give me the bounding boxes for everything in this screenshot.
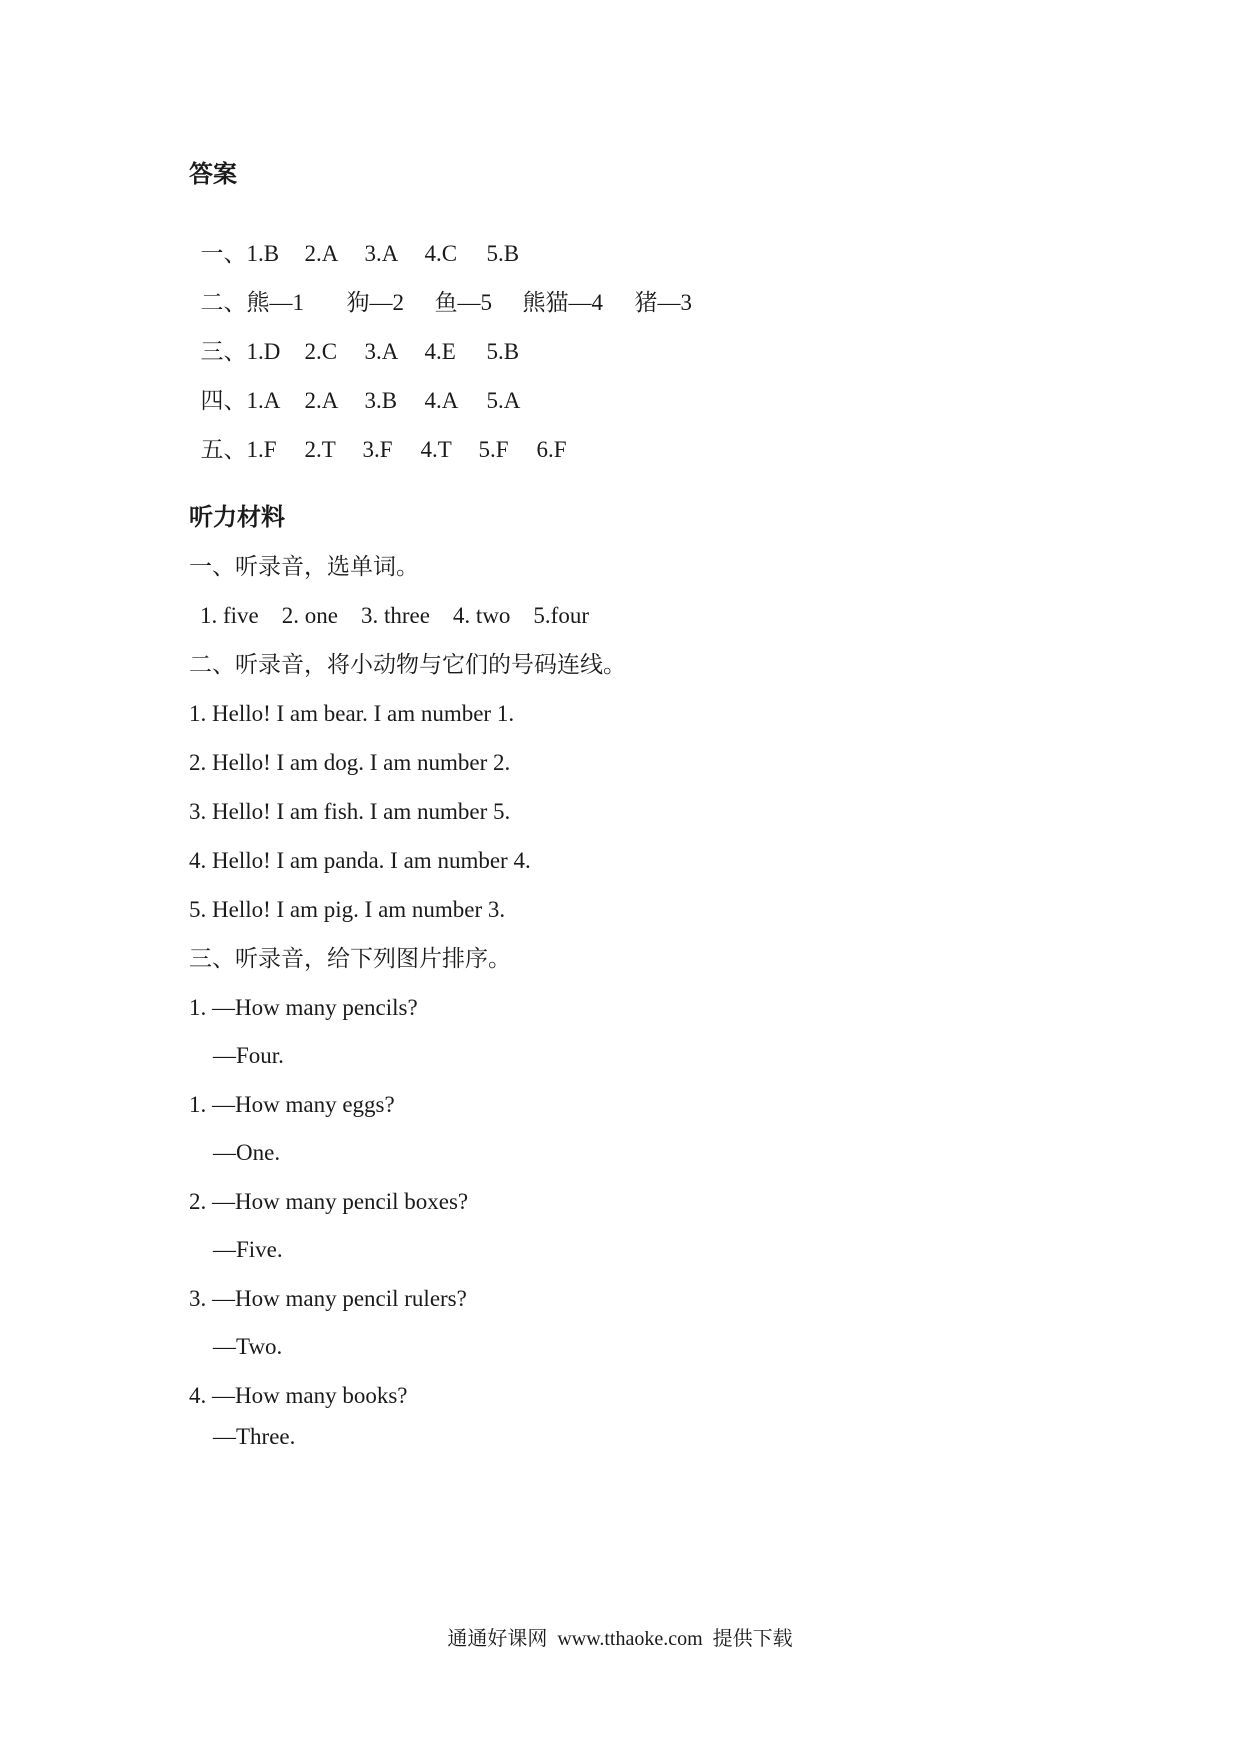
answer-item: 6.F [536,437,567,462]
answer-item: 2.A [304,388,339,413]
part1-words: 1. five 2. one 3. three 4. two 5.four [200,603,590,628]
dialog-question: 1. —How many pencils? [189,995,418,1020]
part1-instruction: 一、听录音，选单词。 [189,554,419,579]
dialog-question: 3. —How many pencil rulers? [189,1286,467,1311]
answer-item: 1.D [246,339,281,364]
dialog-question: 4. —How many books? [189,1383,408,1408]
dialog-answer: —One. [213,1140,281,1165]
answer-item: 熊—1 [246,290,304,315]
answer-prefix: 一、 [200,241,247,266]
answer-item: 4.A [424,388,459,413]
dialog-answer: —Four. [213,1043,284,1068]
answer-item: 3.A [364,339,399,364]
answer-item: 3.F [362,437,393,462]
answer-item: 熊猫—4 [522,290,603,315]
page-footer: 通通好课网 www.tthaoke.com 提供下载 [447,1628,793,1650]
dialog-answer: —Five. [213,1237,283,1262]
answer-item: 2.A [304,241,339,266]
answer-item: 3.B [364,388,398,413]
part2-line: 1. Hello! I am bear. I am number 1. [189,701,515,726]
part2-line: 2. Hello! I am dog. I am number 2. [189,750,511,775]
dialog-answer: —Two. [213,1334,283,1359]
answers-title: 答案 [189,162,237,188]
answer-item: 4.C [424,241,458,266]
answer-item: 狗—2 [346,290,404,315]
dialog-question: 2. —How many pencil boxes? [189,1189,469,1214]
part2-line: 4. Hello! I am panda. I am number 4. [189,848,531,873]
answer-item: 鱼—5 [434,290,492,315]
answer-item: 5.F [478,437,509,462]
answer-item: 1.A [246,388,281,413]
dialog-question: 1. —How many eggs? [189,1092,395,1117]
answer-item: 4.E [424,339,456,364]
listening-title: 听力材料 [189,505,285,531]
answer-item: 2.C [304,339,338,364]
part3-instruction: 三、听录音，给下列图片排序。 [189,946,511,971]
answer-line-5 [189,405,567,465]
answer-prefix: 五、 [200,437,247,462]
answer-item: 4.T [420,437,452,462]
answer-item: 5.A [486,388,521,413]
answer-item: 1.F [246,437,277,462]
answer-item: 3.A [364,241,399,266]
answer-prefix: 三、 [200,339,247,364]
part2-instruction: 二、听录音，将小动物与它们的号码连线。 [189,652,626,677]
part2-line: 5. Hello! I am pig. I am number 3. [189,897,506,922]
dialog-answer: —Three. [213,1424,296,1449]
answer-item: 1.B [246,241,280,266]
answer-prefix: 四、 [200,388,247,413]
answer-prefix: 二、 [200,290,247,315]
answer-item: 猪—3 [634,290,692,315]
answer-item: 5.B [486,241,520,266]
answer-item: 2.T [304,437,336,462]
answer-item: 5.B [486,339,520,364]
part2-line: 3. Hello! I am fish. I am number 5. [189,799,511,824]
